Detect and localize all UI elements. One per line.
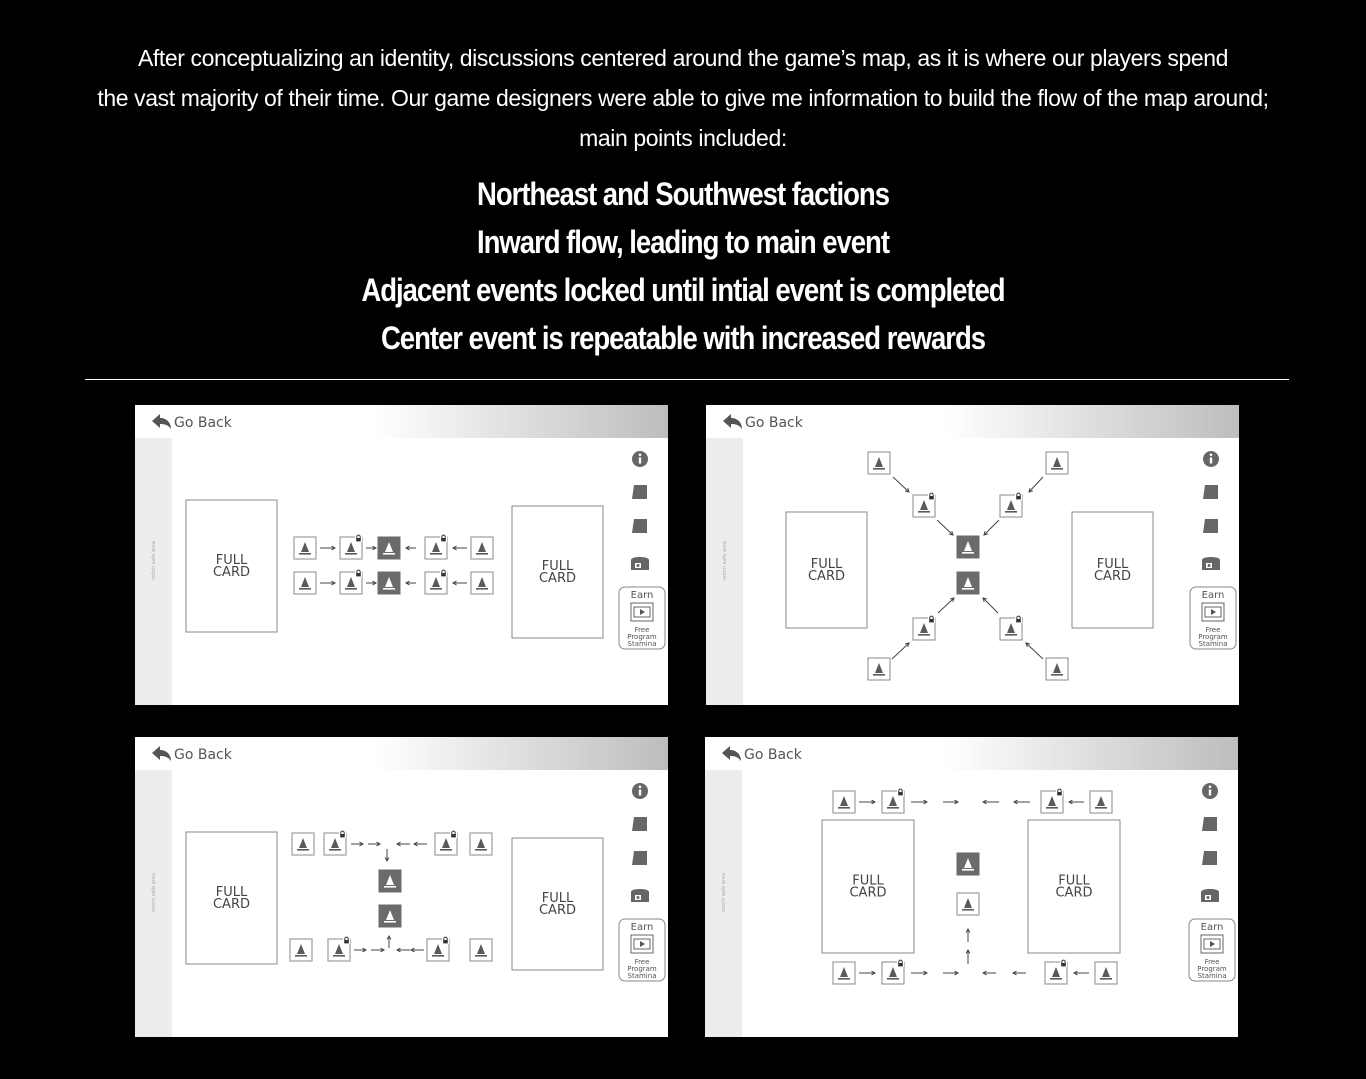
arrow-icon xyxy=(366,581,376,585)
arrow-icon xyxy=(397,842,410,846)
card-label: CARD xyxy=(538,571,577,586)
arrow-icon xyxy=(320,546,335,550)
lock-icon xyxy=(355,535,362,542)
event-node-icon xyxy=(470,939,492,961)
event-node-icon xyxy=(957,853,979,875)
event-node-icon xyxy=(294,537,316,559)
arrow-icon xyxy=(911,800,927,804)
arrow-icon xyxy=(943,971,958,975)
map-mockup-vertical-converge xyxy=(135,737,668,1037)
main-point: Adjacent events locked until intial event is completed xyxy=(361,272,1005,308)
event-node-icon xyxy=(868,452,890,474)
arrow-icon xyxy=(406,581,416,585)
event-node-icon xyxy=(833,791,855,813)
card-label: CARD xyxy=(807,569,846,584)
arrow-icon xyxy=(414,842,427,846)
lock-icon xyxy=(440,570,447,577)
chest-icon xyxy=(1201,889,1219,902)
lock-icon xyxy=(1060,960,1067,967)
arrow-icon xyxy=(943,800,958,804)
arrow-icon xyxy=(1026,643,1043,659)
earn-label: Earn xyxy=(1201,590,1225,601)
arrow-icon xyxy=(397,948,410,952)
card-label: FULL xyxy=(215,553,248,568)
event-node-icon xyxy=(957,893,979,915)
reward-label: Program xyxy=(627,965,657,973)
map-mockup-perimeter-loop xyxy=(705,737,1238,1037)
reward-label: Free xyxy=(1204,958,1220,966)
reward-label: Free xyxy=(634,626,650,634)
arrow-icon xyxy=(1074,971,1089,975)
arrow-icon xyxy=(1029,477,1043,492)
intro-line-3: main points included: xyxy=(579,125,787,151)
card-label: FULL xyxy=(215,885,248,900)
earn-stamina-button[interactable] xyxy=(619,919,665,981)
event-node-icon xyxy=(1041,789,1063,813)
main-point: Inward flow, leading to main event xyxy=(477,224,889,260)
deck-icon xyxy=(1203,519,1218,533)
event-node-icon xyxy=(957,572,979,594)
event-node-icon xyxy=(1000,616,1022,640)
go-back-button: Go Back xyxy=(174,747,232,763)
card-label: CARD xyxy=(212,897,251,912)
earn-label: Earn xyxy=(630,590,654,601)
notch-label: notch safe area xyxy=(722,541,728,580)
arrow-icon xyxy=(937,520,953,535)
chest-icon xyxy=(1202,557,1220,570)
map-mockup-x-flow xyxy=(706,405,1239,705)
earn-label: Earn xyxy=(630,922,654,933)
deck-icon xyxy=(1202,851,1217,865)
lock-icon xyxy=(440,535,447,542)
lock-icon xyxy=(1056,789,1063,796)
deck-icon xyxy=(632,851,647,865)
reward-label: Program xyxy=(1198,633,1228,641)
deck-icon xyxy=(632,519,647,533)
card-label: FULL xyxy=(541,891,574,906)
arrow-icon xyxy=(385,849,389,861)
reward-label: Stamina xyxy=(1197,972,1227,980)
lock-icon xyxy=(343,937,350,944)
arrow-icon xyxy=(411,948,424,952)
video-icon xyxy=(1201,935,1223,953)
arrow-icon xyxy=(453,581,467,585)
event-node-icon xyxy=(340,535,362,559)
main-point: Northeast and Southwest factions xyxy=(477,176,889,212)
full-card xyxy=(186,832,277,964)
earn-label: Earn xyxy=(1200,922,1224,933)
card-label: CARD xyxy=(1093,569,1132,584)
go-back-button: Go Back xyxy=(744,747,802,763)
deck-icon xyxy=(1202,817,1217,831)
main-points-list xyxy=(40,170,1326,362)
full-card xyxy=(822,820,914,953)
arrow-icon xyxy=(351,842,363,846)
lock-icon xyxy=(1015,493,1022,500)
arrow-icon xyxy=(966,950,970,964)
event-node-icon xyxy=(957,536,979,558)
deck-icon xyxy=(1203,485,1218,499)
event-node-icon xyxy=(1090,791,1112,813)
event-node-icon xyxy=(378,572,400,594)
lock-icon xyxy=(339,831,346,838)
event-node-icon xyxy=(913,493,935,517)
card-label: FULL xyxy=(1058,873,1090,889)
event-node-icon xyxy=(882,960,904,984)
lock-icon xyxy=(355,570,362,577)
full-card xyxy=(512,506,603,638)
event-node-icon xyxy=(471,572,493,594)
card-label: CARD xyxy=(212,565,251,580)
event-node-icon xyxy=(425,535,447,559)
card-label: FULL xyxy=(852,873,884,889)
arrow-icon xyxy=(1014,800,1030,804)
map-mockup-linear-rows xyxy=(135,405,668,705)
reward-label: Program xyxy=(1197,965,1227,973)
event-node-icon xyxy=(471,537,493,559)
arrow-icon xyxy=(1013,971,1026,975)
reward-label: Stamina xyxy=(1198,640,1228,648)
intro-text xyxy=(40,38,1326,158)
video-icon xyxy=(631,603,653,621)
reward-label: Program xyxy=(627,633,657,641)
event-node-icon xyxy=(324,831,346,855)
arrow-icon xyxy=(893,477,909,492)
event-node-icon xyxy=(1046,658,1068,680)
deck-icon xyxy=(632,485,647,499)
full-card xyxy=(1072,512,1153,628)
arrow-icon xyxy=(1069,800,1084,804)
full-card xyxy=(1028,820,1120,953)
card-label: FULL xyxy=(541,559,574,574)
arrow-icon xyxy=(983,971,996,975)
event-node-icon xyxy=(833,962,855,984)
card-label: FULL xyxy=(1096,557,1129,572)
event-node-icon xyxy=(427,937,449,961)
info-icon xyxy=(1203,451,1219,467)
lock-icon xyxy=(442,937,449,944)
arrow-icon xyxy=(859,800,875,804)
event-node-icon xyxy=(290,939,312,961)
arrow-icon xyxy=(911,971,927,975)
arrow-icon xyxy=(387,936,391,948)
event-node-icon xyxy=(378,537,400,559)
info-icon xyxy=(1202,783,1218,799)
info-icon xyxy=(632,451,648,467)
video-icon xyxy=(1202,603,1224,621)
go-back-button: Go Back xyxy=(174,415,232,431)
go-back-button: Go Back xyxy=(745,415,803,431)
event-node-icon xyxy=(1046,452,1068,474)
event-node-icon xyxy=(379,905,401,927)
arrow-icon xyxy=(371,948,384,952)
arrow-icon xyxy=(983,598,998,613)
event-node-icon xyxy=(1095,962,1117,984)
arrow-icon xyxy=(966,929,970,942)
reward-label: Stamina xyxy=(627,972,657,980)
card-label: CARD xyxy=(1055,885,1093,901)
event-node-icon xyxy=(1045,960,1067,984)
main-point: Center event is repeatable with increased rewards xyxy=(380,320,986,356)
event-node-icon xyxy=(292,833,314,855)
intro-line-2: the vast majority of their time. Our game designers were able to give me information to build the flow of the map around; xyxy=(97,85,1269,111)
info-icon xyxy=(632,783,648,799)
arrow-icon xyxy=(938,598,954,613)
earn-stamina-button[interactable] xyxy=(1189,919,1235,981)
lock-icon xyxy=(450,831,457,838)
lock-icon xyxy=(928,493,935,500)
lock-icon xyxy=(1015,616,1022,623)
arrow-icon xyxy=(984,520,999,535)
chest-icon xyxy=(631,557,649,570)
full-card xyxy=(186,500,277,632)
video-icon xyxy=(631,935,653,953)
reward-label: Stamina xyxy=(627,640,657,648)
lock-icon xyxy=(928,616,935,623)
event-node-icon xyxy=(379,870,401,892)
event-node-icon xyxy=(328,937,350,961)
intro-line-1: After conceptualizing an identity, discussions centered around the game’s map, as it is where our players spend xyxy=(137,45,1229,71)
notch-label: notch safe area xyxy=(151,541,157,580)
event-node-icon xyxy=(868,658,890,680)
card-label: FULL xyxy=(810,557,843,572)
arrow-icon xyxy=(366,546,376,550)
lock-icon xyxy=(897,789,904,796)
event-node-icon xyxy=(882,789,904,813)
arrow-icon xyxy=(320,581,335,585)
earn-stamina-button[interactable] xyxy=(1190,587,1236,649)
event-node-icon xyxy=(913,616,935,640)
arrow-icon xyxy=(453,546,467,550)
arrow-icon xyxy=(368,842,380,846)
full-card xyxy=(786,512,867,628)
earn-stamina-button[interactable] xyxy=(619,587,665,649)
event-node-icon xyxy=(470,833,492,855)
reward-label: Free xyxy=(1205,626,1221,634)
notch-label: notch safe area xyxy=(721,873,727,912)
deck-icon xyxy=(632,817,647,831)
event-node-icon xyxy=(425,570,447,594)
arrow-icon xyxy=(892,643,909,659)
event-node-icon xyxy=(294,572,316,594)
card-label: CARD xyxy=(849,885,887,901)
full-card xyxy=(512,838,603,970)
event-node-icon xyxy=(340,570,362,594)
arrow-icon xyxy=(983,800,999,804)
lock-icon xyxy=(897,960,904,967)
notch-label: notch safe area xyxy=(151,873,157,912)
arrow-icon xyxy=(859,971,875,975)
event-node-icon xyxy=(1000,493,1022,517)
reward-label: Free xyxy=(634,958,650,966)
card-label: CARD xyxy=(538,903,577,918)
event-node-icon xyxy=(435,831,457,855)
chest-icon xyxy=(631,889,649,902)
arrow-icon xyxy=(406,546,416,550)
section-divider xyxy=(85,379,1289,380)
arrow-icon xyxy=(354,948,366,952)
